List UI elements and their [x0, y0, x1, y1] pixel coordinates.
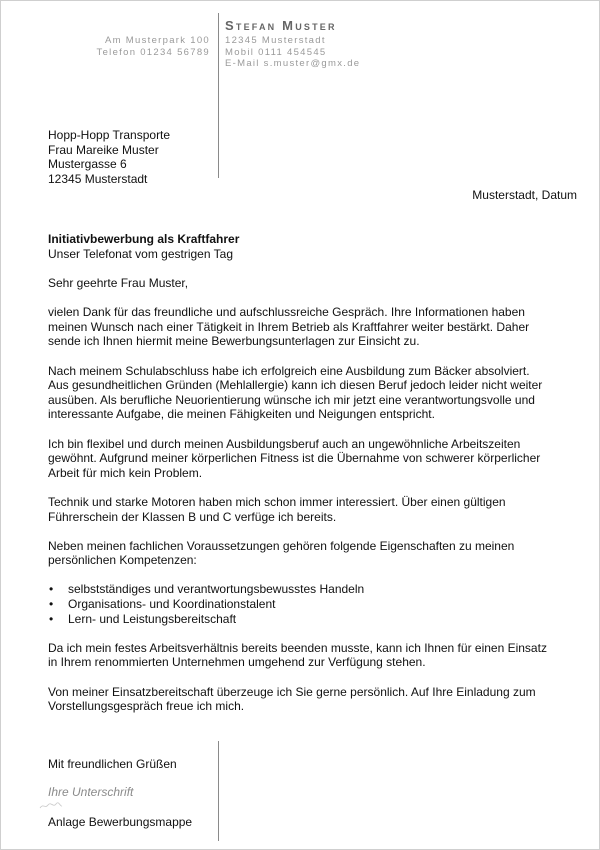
sender-city: 12345 Musterstadt — [225, 35, 326, 46]
letter-body — [48, 276, 578, 714]
subject-subtitle: Unser Telefonat vom gestrigen Tag — [48, 246, 233, 261]
paragraph-line: sende ich Ihnen hiermit meine Bewerbungsunterlagen zur Einsicht zu. — [48, 334, 420, 349]
signature-placeholder: Ihre Unterschrift — [48, 785, 134, 799]
paragraph-line: persönlichen Kompetenzen: — [48, 553, 197, 568]
paragraph — [48, 685, 578, 714]
paragraph — [48, 305, 578, 349]
paragraph-line: Neben meinen fachlichen Voraussetzungen gehören folgende Eigenschaften zu meinen — [48, 538, 515, 553]
paragraph-line: Nach meinem Schulabschluss habe ich erfolgreich eine Ausbildung zum Bäcker absolviert. — [48, 363, 530, 378]
sender-email: E-Mail s.muster@gmx.de — [225, 58, 361, 69]
paragraph-line: Technik und starke Motoren haben mich schon immer interessiert. Über einen gültigen — [48, 494, 506, 509]
footer-divider-line — [218, 741, 219, 841]
paragraph-line: interessante Aufgabe, die meinen Fähigkeiten und Neigungen entspricht. — [48, 407, 435, 422]
recipient-city: 12345 Musterstadt — [48, 171, 148, 186]
recipient-person: Frau Mareike Muster — [48, 142, 159, 157]
enclosure-note: Anlage Bewerbungsmappe — [48, 815, 193, 829]
list-item: • Organisations- und Koordinationstalent — [48, 597, 578, 612]
paragraph — [48, 437, 578, 481]
recipient-street: Mustergasse 6 — [48, 157, 127, 172]
paragraph-line: Ich bin flexibel und durch meinen Ausbildungsberuf auch an ungewöhnliche Arbeitszeiten — [48, 436, 521, 451]
closing-phrase: Mit freundlichen Grüßen — [48, 757, 177, 771]
paragraph — [48, 539, 578, 568]
paragraph — [48, 495, 578, 524]
paragraph — [48, 364, 578, 422]
subject-title: Initiativbewerbung als Kraftfahrer — [48, 232, 240, 246]
sender-address-left — [97, 35, 210, 58]
recipient-company: Hopp-Hopp Transporte — [48, 128, 171, 142]
paragraph — [48, 641, 578, 670]
paragraph-line: Führerschein der Klassen B und C verfüge ich bereits. — [48, 509, 337, 524]
sender-phone: Telefon 01234 56789 — [96, 46, 210, 58]
sender-address-right — [225, 35, 360, 70]
sender-street: Am Musterpark 100 — [105, 35, 210, 46]
paragraph-line: vielen Dank für das freundliche und aufschlussreiche Gespräch. Ihre Informationen haben — [48, 305, 525, 320]
competence-list — [48, 582, 578, 626]
paragraph-line: Vorstellungsgespräch freue ich mich. — [48, 699, 245, 714]
recipient-address — [48, 128, 170, 186]
letter-date: Musterstadt, Datum — [472, 188, 577, 202]
subject-block — [48, 232, 239, 261]
salutation: Sehr geehrte Frau Muster, — [48, 276, 189, 290]
sender-mobile: Mobil 0111 454545 — [225, 46, 327, 58]
paragraph-line: meinen Wunsch nach einer Tätigkeit in Ihrem Betrieb als Kraftfahrer weiter bestärkt. Daher — [48, 319, 530, 334]
paragraph-line: Aus gesundheitlichen Gründen (Mehlallergie) kann ich diesen Beruf jedoch leider nicht weiter — [48, 378, 543, 393]
sender-name: Stefan Muster — [225, 18, 337, 33]
paragraph-line: gewöhnt. Aufgrund meiner körperlichen Fitness ist die Übernahme von schwerer körperlicher — [48, 451, 541, 466]
list-item: • Lern- und Leistungsbereitschaft — [48, 612, 578, 627]
signature-scribble-icon — [39, 802, 63, 812]
header-divider-line — [218, 13, 219, 178]
paragraph-line: Von meiner Einsatzbereitschaft überzeuge ich Sie gerne persönlich. Auf Ihre Einladung zum — [48, 684, 536, 699]
list-item: • selbstständiges und verantwortungsbewusstes Handeln — [48, 582, 578, 597]
paragraph-line: in Ihrem renommierten Unternehmen umgehend zur Verfügung stehen. — [48, 655, 426, 670]
paragraph-line: Da ich mein festes Arbeitsverhältnis bereits beenden musste, kann ich Ihnen für einen Einsatz — [48, 640, 547, 655]
paragraph-line: ausüben. Als berufliche Neuorientierung wünsche ich mir jetzt eine verantwortungsvolle und — [48, 392, 535, 407]
paragraph-line: Arbeit für mich kein Problem. — [48, 465, 203, 480]
